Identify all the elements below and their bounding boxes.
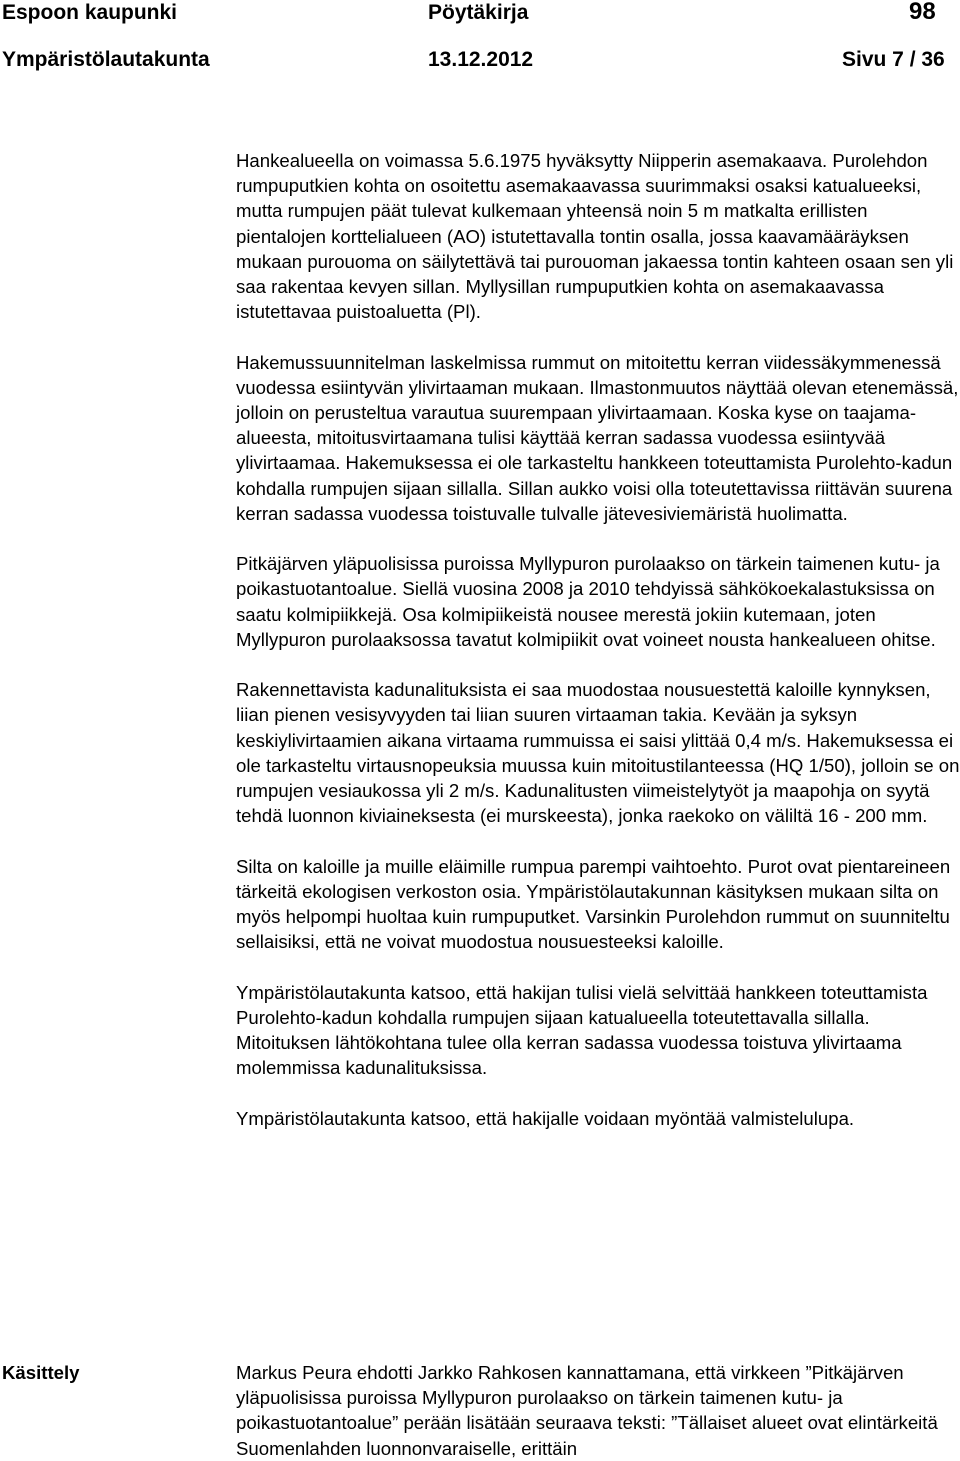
item-number: 98 (909, 0, 936, 25)
document-body (236, 148, 960, 1156)
paragraph: Hankealueella on voimassa 5.6.1975 hyväksytty Niipperin asemakaava. Purolehdon rumpuputkien kohta on osoitettu asemakaavassa suurimmaksi osaksi katualueeksi, mutta rumpujen päät tulevat kulkemaan yhteensä noin 5 m matkalta erillisten pientalojen korttelialueen (AO) istutettavalla tontin osalla, jossa kaavamääräyksen mukaan purouoma on säilytettävä tai purouoman jakaessa tontin kahteen osaan sen yli saa rakentaa kevyen sillan. Myllysillan rumpuputkien kohta on asemakaavassa istutettavaa puistoaluetta (Pl). (236, 150, 954, 323)
section-text-kasittely (236, 1360, 960, 1461)
page-header (0, 0, 960, 80)
document-type: Pöytäkirja (428, 1, 529, 24)
paragraph: Markus Peura ehdotti Jarkko Rahkosen kannattamana, että virkkeen ”Pitkäjärven yläpuolisissa puroissa Myllypuron purolaakso on tärkein taimenen kutu- ja poikastuotantoalue” perään lisätään seuraava teksti: ”Tällaiset alueet ovat elintärkeitä Suomenlahden luonnonvaraiselle, erittäin (236, 1362, 938, 1459)
meeting-date: 13.12.2012 (428, 48, 534, 71)
paragraph: Silta on kaloille ja muille eläimille rumpua parempi vaihtoehto. Purot ovat pientareineen tärkeitä ekologisen verkoston osia. Ympäristölautakunnan käsityksen mukaan silta on myös helpompi huoltaa kuin rumpuputket. Varsinkin Purolehdon rummut on suunniteltu sellaisiksi, että ne voivat muodostua nousuesteeksi kaloille. (236, 855, 951, 953)
paragraph: Ympäristölautakunta katsoo, että hakijan tulisi vielä selvittää hankkeen toteuttamista Purolehto-kadun kohdalla rumpujen sijaan katualueella toteutettavalla sillalla. Mitoituksen lähtökohtana tulee olla kerran sadassa vuodessa toistuva ylivirtaama molemmissa kadunalituksissa. (236, 981, 928, 1079)
committee-name: Ympäristölautakunta (2, 48, 210, 71)
paragraph: Hakemussuunnitelman laskelmissa rummut on mitoitettu kerran viidessäkymmenessä vuodessa esiintyvän ylivirtaaman mukaan. Ilmastonmuutos näyttää olevan etenemässä, jolloin on perusteltua varautua suurempaan ylivirtaamaan. Koska kyse on taajama-alueesta, mitoitusvirtaamana tulisi käyttää kerran sadassa vuodessa esiintyvää ylivirtaamaa. Hakemuksessa ei ole tarkasteltu hankkeen toteuttamista Purolehto-kadun kohdalla rumpujen sijaan sillalla. Sillan aukko voisi olla toteutettavissa riittävän suurena kerran sadassa vuodessa toistuvalle tulvalle jätevesiviemäristä huolimatta. (236, 351, 959, 524)
paragraph: Ympäristölautakunta katsoo, että hakijalle voidaan myöntää valmistelulupa. (236, 1107, 855, 1129)
section-heading-kasittely: Käsittely (2, 1362, 80, 1383)
paragraph: Pitkäjärven yläpuolisissa puroissa Myllypuron purolaakso on tärkein taimenen kutu- ja poikastuotantoalue. Siellä vuosina 2008 ja 2010 tehdyissä sähkökoekalastuksissa on saatu kolmipiikkejä. Osa kolmipiikeistä nousee merestä jokiin kutemaan, joten Myllypuron purolaaksossa tavatut kolmipiikit ovat voineet nousta hankealueen ohitse. (236, 553, 940, 650)
paragraph: Rakennettavista kadunalituksista ei saa muodostaa nousuestettä kaloille kynnyksen, liian pienen vesisyvyyden tai liian suuren virtaaman takia. Kevään ja syksyn keskiylivirtaamien aikana virtaama rummuissa ei saisi ylittää 0,4 m/s. Hakemuksessa ei ole tarkasteltu virtausnopeuksia muussa kuin mitoitustilanteessa (HQ 1/50), jolloin se on rumpujen vesiaukossa yli 2 m/s. Kadunalitusten viimeistelytyöt ja maapohja on syytä tehdä luonnon kiviaineksesta (ei murskeesta), jonka raekoko on väliltä 16 - 200 mm. (236, 679, 960, 827)
page-indicator: Sivu 7 / 36 (842, 48, 945, 71)
organization-name: Espoon kaupunki (2, 1, 178, 24)
